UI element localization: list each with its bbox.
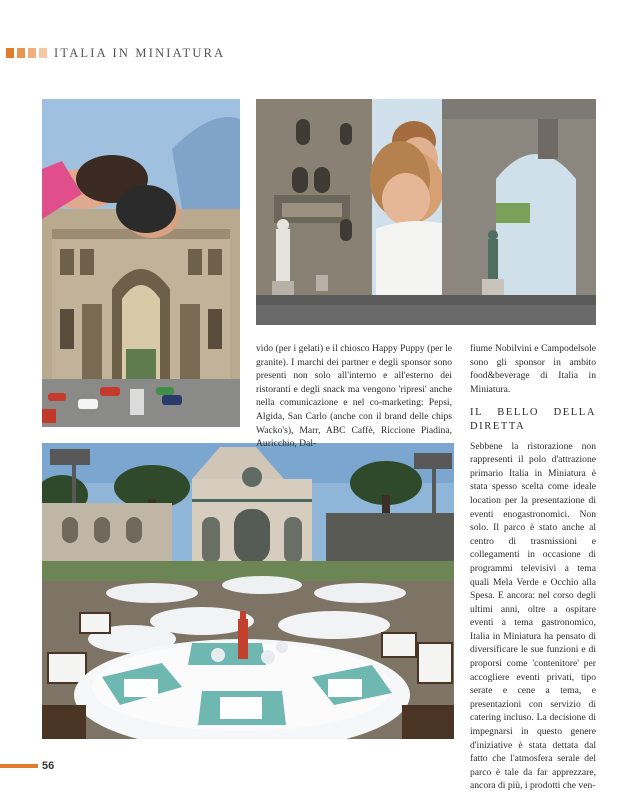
header-square-1: [6, 48, 14, 58]
running-header: [6, 44, 225, 62]
page-number: 56: [42, 760, 55, 772]
column-1-paragraph: vido (per i gelati) e il chiosco Happy Puppy (per le granite). I marchi dei partner e degli sponsor sono presenti non solo all'interno e all'esterno dei ristoranti e degli snack ma vengono 'ripresi' anche nella comunicazione e nel co-marketing: Pepsi, Algida, San Carlo (anche con il brand delle chips Wacko's), Marr, ABC Caffè, Riccione Piadina, Auricchio, Dal-: [256, 343, 452, 450]
photo-galleria-children: [42, 99, 240, 427]
column-2-intro: fiume Nobilvini e Campodelsole sono gli sponsor in ambito food&beverage di Italia in Miniatura.: [470, 343, 596, 395]
text-column-1: [256, 342, 452, 451]
column-2-body: Sebbene la ristorazione non rappresenti il polo d'attrazione primario Italia in Miniatura è stata spesso scelta come ideale location per la presentazione di eventi enogastronomici. Non solo. Il parco è stato anche al centro di trasmissioni e collegamenti in occasione di programmi televisivi a tema quali Mela Verde e Occhio alla Spesa. E ancora: nel corso degli ultimi anni, oltre a ospitare eventi a tema gastronomico, Italia in Miniatura ha pensato di diversificare le sue funzioni e di proporsi come 'contenitore' per accogliere eventi privati, tipo serate e cene a tema, e presentazioni con servizio di catering incluso. La decisione di impegnarsi in questo genere d'iniziative è stata dettata dal fatto che l'atmosfera serale del parco è tale da far apprezzare, ancora di più, i prodotti che ven-: [470, 440, 596, 792]
header-square-4: [39, 48, 47, 58]
photo-dinner-santa-croce: [42, 443, 454, 739]
page-footer: [0, 760, 54, 772]
header-square-2: [17, 48, 25, 58]
footer-accent-bar: [0, 764, 38, 768]
header-title: ITALIA IN MINIATURA: [54, 45, 226, 60]
text-column-2: [470, 342, 596, 793]
header-square-3: [28, 48, 36, 58]
section-title: IL BELLO DELLA DIRETTA: [470, 407, 596, 432]
photo-palazzo-children: [256, 99, 596, 325]
